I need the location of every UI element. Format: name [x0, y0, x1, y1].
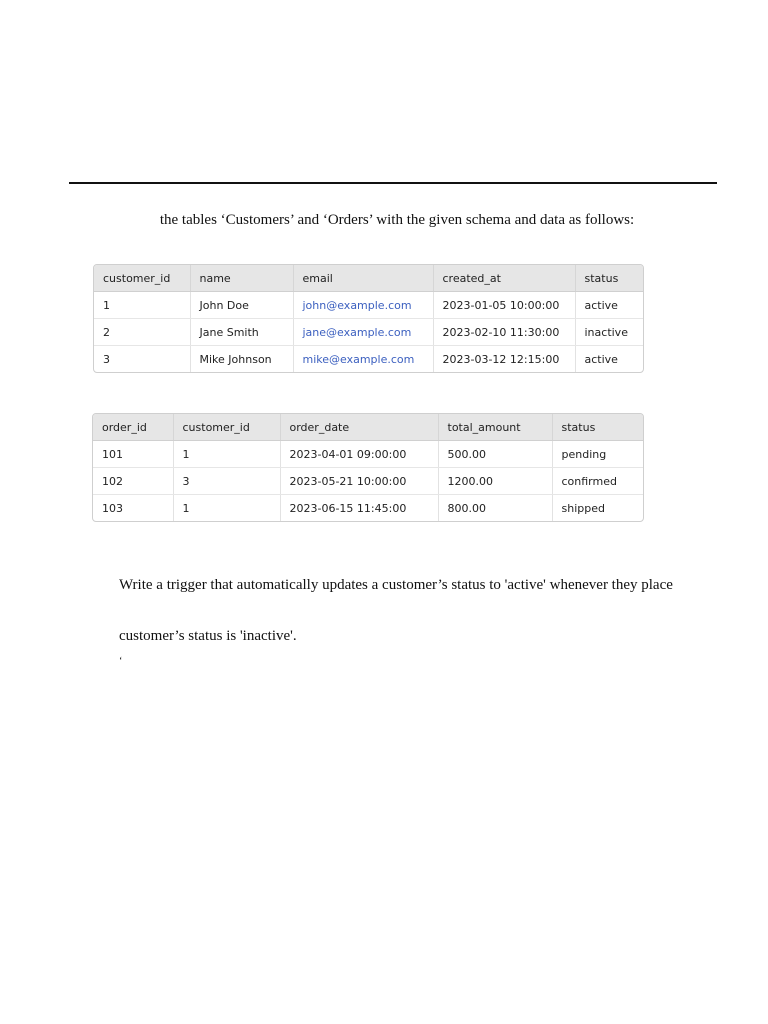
- table-cell: 2023-03-12 12:15:00: [433, 346, 575, 373]
- table-cell: 2023-02-10 11:30:00: [433, 319, 575, 346]
- customers-table: [93, 264, 644, 373]
- table-cell: 3: [94, 346, 190, 373]
- table-row: [93, 441, 643, 468]
- table-header-row: [93, 414, 643, 441]
- stray-quote-mark: ‘: [119, 656, 123, 667]
- question-text-line-1: Write a trigger that automatically updates a customer’s status to 'active' whenever they place: [119, 577, 673, 593]
- email-link[interactable]: mike@example.com: [293, 346, 433, 373]
- orders-table: [92, 413, 644, 522]
- table-cell: 2023-01-05 10:00:00: [433, 292, 575, 319]
- table-cell: 102: [93, 468, 173, 495]
- question-text-line-2: customer’s status is 'inactive'.: [119, 628, 297, 644]
- table-cell: pending: [552, 441, 643, 468]
- table-row: [93, 495, 643, 522]
- table-cell: active: [575, 292, 643, 319]
- column-header: customer_id: [94, 265, 190, 292]
- table-cell: 500.00: [438, 441, 552, 468]
- table-row: [94, 346, 643, 373]
- column-header: order_id: [93, 414, 173, 441]
- column-header: created_at: [433, 265, 575, 292]
- table-row: [94, 319, 643, 346]
- column-header: status: [552, 414, 643, 441]
- table-cell: 1200.00: [438, 468, 552, 495]
- table-cell: 101: [93, 441, 173, 468]
- table-cell: John Doe: [190, 292, 293, 319]
- table-cell: 2023-04-01 09:00:00: [280, 441, 438, 468]
- table-row: [93, 468, 643, 495]
- intro-text: the tables ‘Customers’ and ‘Orders’ with the given schema and data as follows:: [159, 212, 635, 228]
- table-cell: inactive: [575, 319, 643, 346]
- column-header: order_date: [280, 414, 438, 441]
- column-header: status: [575, 265, 643, 292]
- column-header: total_amount: [438, 414, 552, 441]
- table-cell: active: [584, 352, 618, 366]
- table-cell: 2023-06-15 11:45:00: [280, 495, 438, 522]
- table-cell: Jane Smith: [190, 319, 293, 346]
- table-cell: Mike Johnson: [190, 346, 293, 373]
- table-cell: 800.00: [438, 495, 552, 522]
- email-link[interactable]: john@example.com: [293, 292, 433, 319]
- column-header: email: [293, 265, 433, 292]
- email-link[interactable]: jane@example.com: [293, 319, 433, 346]
- table-row: [94, 292, 643, 319]
- table-cell: 2: [94, 319, 190, 346]
- table-cell: 2023-05-21 10:00:00: [280, 468, 438, 495]
- column-header: name: [190, 265, 293, 292]
- table-cell: confirmed: [552, 468, 643, 495]
- table-cell: 1: [94, 292, 190, 319]
- table-header-row: [94, 265, 643, 292]
- table-cell: 3: [173, 468, 280, 495]
- table-cell: 103: [93, 495, 173, 522]
- horizontal-rule: [69, 182, 717, 184]
- table-cell: 1: [173, 495, 280, 522]
- column-header: customer_id: [173, 414, 280, 441]
- table-cell: shipped: [561, 501, 605, 515]
- table-cell: 1: [173, 441, 280, 468]
